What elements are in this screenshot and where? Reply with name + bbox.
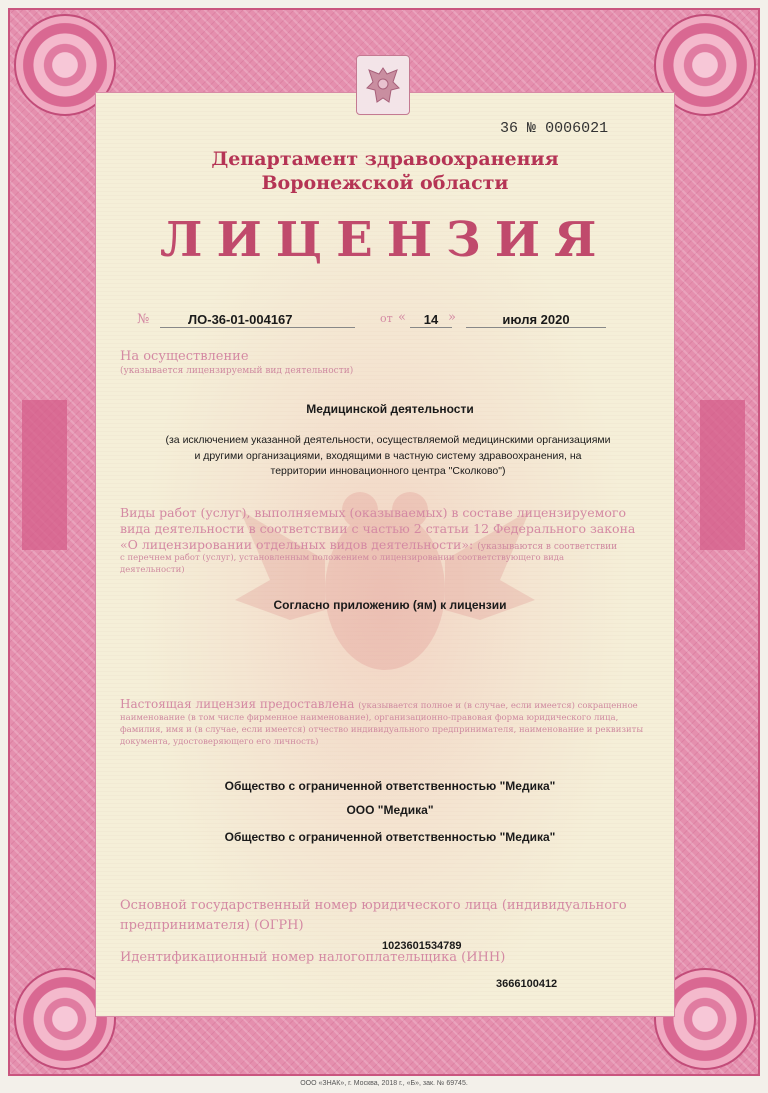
right-decor-band — [700, 400, 745, 550]
license-date-quote-open: « — [398, 310, 406, 325]
department-line-1: Департамент здравоохранения — [211, 148, 559, 170]
activity-value: Медицинской деятельности — [306, 402, 474, 416]
license-number-sign: № — [137, 312, 150, 327]
license-date-from-label: от — [380, 312, 393, 325]
holder-hint-2: наименование (в том числе фирменное наименование), организационно-правовая форма юридического лица, — [120, 713, 619, 723]
license-number: ЛО-36-01-004167 — [160, 312, 355, 328]
holder-label-text: Настоящая лицензия предоставлена — [120, 697, 355, 711]
holder-hint-1: (указывается полное и (в случае, если имеется) сокращенное — [358, 701, 638, 711]
holder-hint-4: документа, удостоверяющего его личность) — [120, 737, 319, 747]
document-title: ЛИЦЕНЗИЯ — [160, 212, 611, 268]
works-line-2: вида деятельности в соответствии с частью 2 статьи 12 Федерального закона — [120, 521, 636, 536]
left-decor-band — [22, 400, 67, 550]
serial-number — [500, 120, 608, 137]
works-line-3-hint: (указываются в соответствии — [477, 542, 618, 552]
license-date-day: 14 — [410, 312, 452, 328]
ogrn-label-line-2: предпринимателя) (ОГРН) — [120, 918, 304, 933]
works-line-1: Виды работ (услуг), выполняемых (оказываемых) в составе лицензируемого — [120, 505, 626, 520]
activity-label: На осуществление — [120, 349, 249, 364]
works-line-3 — [120, 537, 617, 552]
works-value: Согласно приложению (ям) к лицензии — [273, 598, 507, 612]
activity-note-line-3: территории инновационного центра "Сколково") — [270, 465, 506, 477]
license-date-quote-close: » — [448, 310, 456, 325]
activity-note-line-2: и другими организациями, входящими в частную систему здравоохранения, на — [194, 450, 582, 462]
ogrn-label-line-1: Основной государственный номер юридического лица (индивидуального — [120, 898, 627, 913]
activity-hint: (указывается лицензируемый вид деятельности) — [120, 366, 354, 376]
printer-imprint: ООО «ЗНАК», г. Москва, 2018 г., «Б», зак. № 69745. — [300, 1080, 468, 1087]
works-line-5: деятельности) — [120, 565, 185, 575]
activity-note-line-1: (за исключением указанной деятельности, осуществляемой медицинскими организациями — [165, 434, 611, 446]
holder-full-name: Общество с ограниченной ответственностью "Медика" — [224, 779, 556, 793]
holder-label — [120, 697, 638, 711]
works-line-3-text: «О лицензировании отдельных видов деятельности»: — [120, 537, 474, 552]
holder-hint-3: фамилия, имя и (в случае, если имеется) отчество индивидуального предпринимателя, наименование и реквизиты — [120, 725, 644, 735]
ogrn-value: 1023601534789 — [382, 940, 462, 952]
inn-label: Идентификационный номер налогоплательщика (ИНН) — [120, 950, 506, 965]
inn-value: 3666100412 — [496, 978, 558, 990]
works-line-4: с перечнем работ (услуг), установленным положением о лицензировании соответствующего вида — [120, 553, 565, 563]
serial-number-value: 0006021 — [545, 120, 609, 137]
serial-series: 36 — [500, 120, 519, 137]
license-date-month-year: июля 2020 — [466, 312, 606, 328]
coat-of-arms-icon — [356, 55, 410, 115]
holder-firm-name: Общество с ограниченной ответственностью "Медика" — [224, 830, 556, 844]
holder-short-name: ООО "Медика" — [346, 803, 434, 817]
department-line-2: Воронежской области — [261, 172, 509, 194]
serial-number-sign: № — [527, 120, 537, 137]
